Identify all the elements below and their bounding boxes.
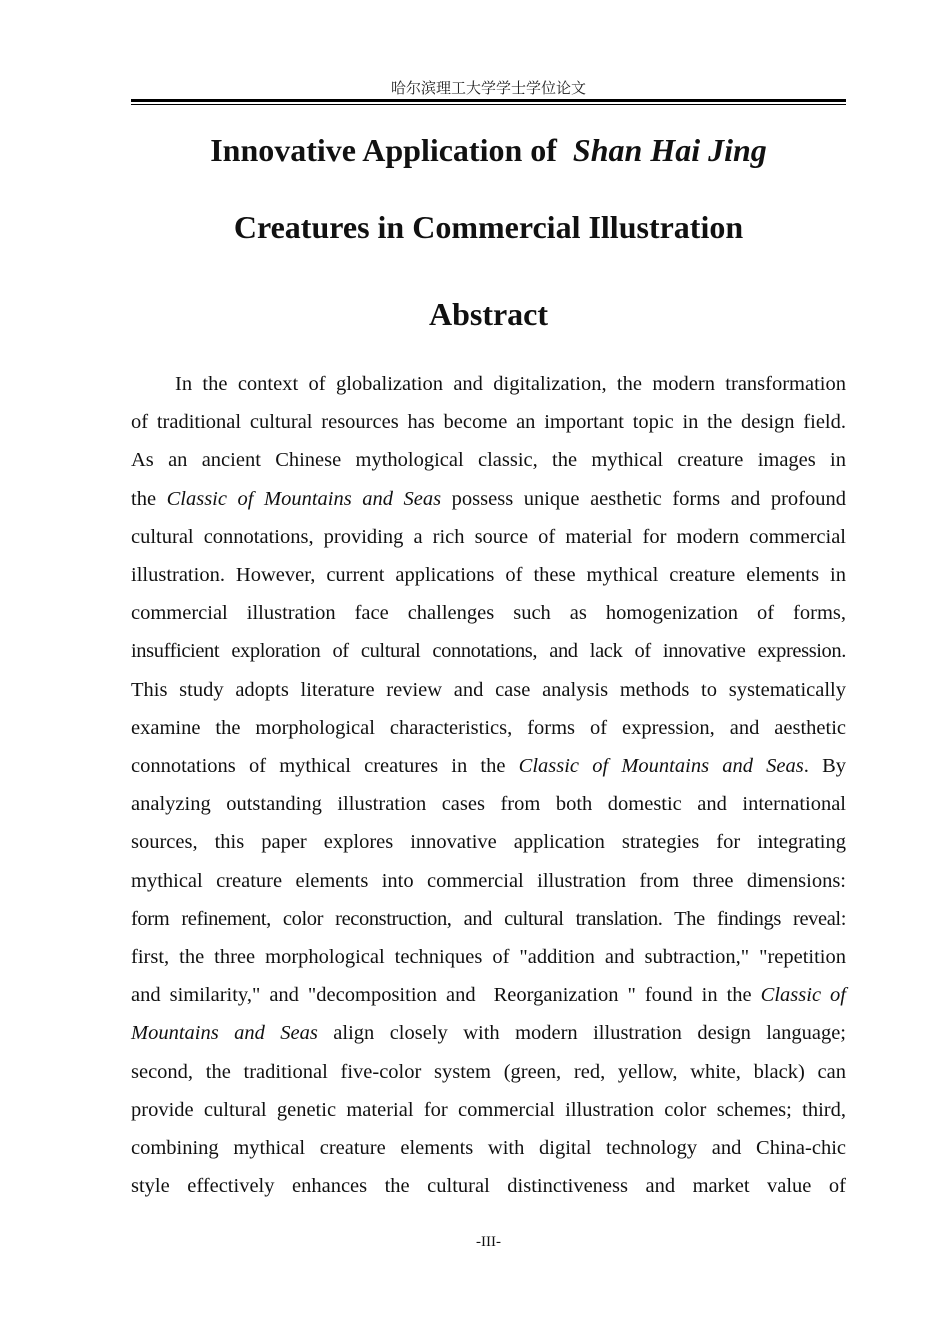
header-rule-thin [131, 104, 846, 105]
abstract-line [131, 1091, 846, 1129]
abstract-text: cultural connotations, providing a rich source of material for modern commercial [131, 525, 846, 548]
abstract-line [131, 671, 846, 709]
abstract-text: sources, this paper explores innovative application strategies for integrating [131, 831, 846, 854]
abstract-line [131, 1167, 846, 1205]
abstract-text: align closely with modern illustration design language; [317, 1022, 846, 1045]
abstract-text: of traditional cultural resources has become an important topic in the design field. [131, 411, 846, 434]
abstract-line [131, 518, 846, 556]
abstract-line [131, 556, 846, 594]
abstract-italic-text: Mountains and Seas [131, 1022, 318, 1045]
abstract-text: commercial illustration face challenges such as homogenization of forms, [131, 602, 846, 625]
abstract-text: examine the morphological characteristics, forms of expression, and aesthetic [131, 716, 846, 739]
abstract-italic-text: Classic of Mountains and Seas [166, 487, 442, 510]
abstract-text: and similarity," and "decomposition and Reorganization " found in the [131, 984, 761, 1007]
running-head: 哈尔滨理工大学学士学位论文 [390, 79, 586, 97]
abstract-line [131, 900, 846, 938]
abstract-line [131, 480, 846, 518]
abstract-text: In the context of globalization and digitalization, the modern transformation [175, 373, 846, 395]
abstract-line [131, 709, 846, 747]
abstract-text: combining mythical creature elements with digital technology and China-chic [131, 1137, 846, 1160]
abstract-text: possess unique aesthetic forms and profound [441, 487, 846, 510]
abstract-line [131, 365, 846, 403]
abstract-text: connotations of mythical creatures in the [131, 755, 519, 778]
header-rule-thick [131, 99, 846, 102]
title-line-2: Creatures in Commercial Illustration [233, 209, 744, 245]
abstract-line [131, 441, 846, 479]
abstract-text: insufficient exploration of cultural connotations, and lack of innovative expression. [131, 640, 846, 663]
abstract-text: first, the three morphological techniques of "addition and subtraction," "repetition [131, 946, 846, 969]
abstract-line [131, 1129, 846, 1167]
abstract-line [131, 976, 846, 1014]
abstract-text: illustration. However, current applications of these mythical creature elements in [131, 564, 846, 587]
abstract-line [131, 862, 846, 900]
abstract-italic-text: Classic of Mountains and Seas [518, 755, 804, 778]
abstract-text: the [131, 487, 167, 510]
abstract-line [131, 938, 846, 976]
title-line-1-italic: Shan Hai Jing [572, 132, 767, 168]
abstract-text: analyzing outstanding illustration cases from both domestic and international [131, 793, 846, 816]
abstract-line [131, 747, 846, 785]
abstract-line [131, 594, 846, 632]
abstract-italic-text: Classic of [760, 984, 846, 1007]
title-line-1-plain: Innovative Application of [210, 132, 557, 168]
abstract-text: second, the traditional five-color system (green, red, yellow, white, black) can [131, 1060, 846, 1083]
abstract-line [131, 632, 846, 670]
abstract-text: . By [803, 755, 846, 778]
abstract-line [131, 1053, 846, 1091]
abstract-body [131, 365, 846, 1205]
abstract-line [131, 823, 846, 861]
abstract-text: style effectively enhances the cultural distinctiveness and market value of [131, 1175, 846, 1198]
abstract-text: provide cultural genetic material for commercial illustration color schemes; third, [131, 1098, 846, 1121]
abstract-text: This study adopts literature review and case analysis methods to systematically [131, 678, 846, 701]
abstract-line [131, 1014, 846, 1052]
abstract-text: As an ancient Chinese mythological classic, the mythical creature images in [131, 449, 846, 472]
page-number: -III- [476, 1234, 501, 1250]
abstract-text: form refinement, color reconstruction, and cultural translation. The findings reveal: [131, 907, 846, 930]
abstract-line [131, 403, 846, 441]
section-heading-abstract: Abstract [428, 296, 549, 332]
abstract-line [131, 785, 846, 823]
title-line-1 [131, 130, 846, 170]
abstract-text: mythical creature elements into commercial illustration from three dimensions: [131, 869, 846, 892]
